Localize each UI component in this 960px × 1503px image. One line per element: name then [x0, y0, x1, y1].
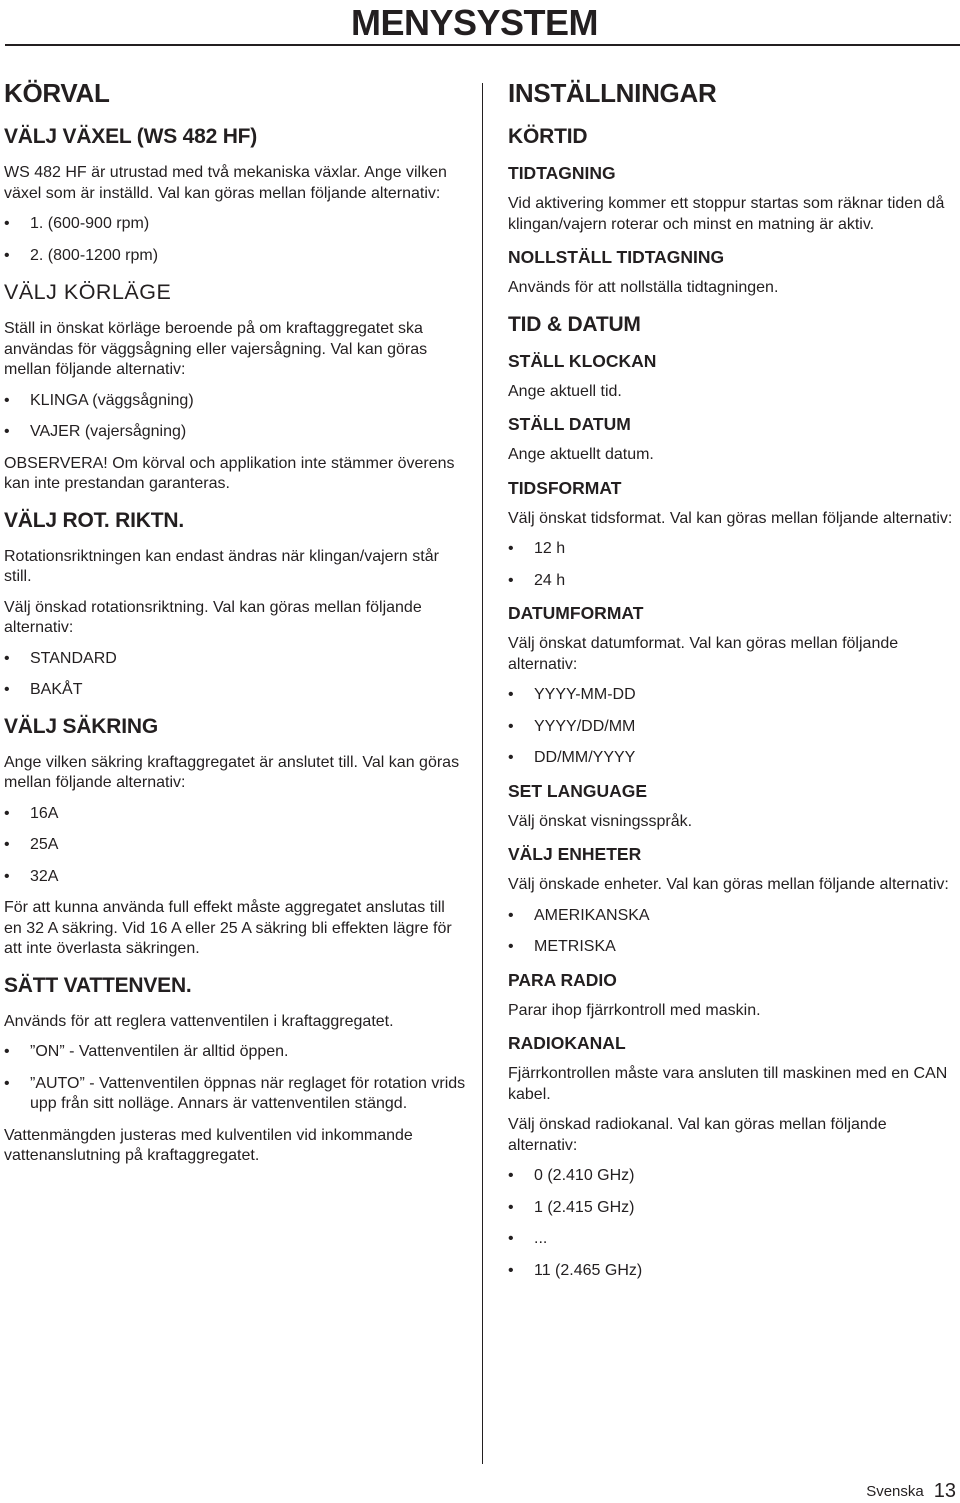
- list-item: • 16A: [4, 804, 466, 825]
- subsection-heading: PARA RADIO: [508, 969, 617, 990]
- list-item: • YYYY-MM-DD: [508, 685, 960, 706]
- paragraph: Ange aktuell tid.: [508, 382, 622, 400]
- right-column-title: INSTÄLLNINGAR: [508, 78, 717, 108]
- paragraph: WS 482 HF är utrustad med två mekaniska växlar. Ange vilken växel som är inställd. Val kan göras mellan följande alternativ:: [4, 164, 447, 202]
- paragraph: Parar ihop fjärrkontroll med maskin.: [508, 1001, 761, 1019]
- section-heading: KÖRTID: [508, 125, 588, 148]
- subsection-heading: TIDTAGNING: [508, 163, 616, 183]
- paragraph: OBSERVERA! Om körval och applikation inte stämmer överens kan inte prestandan garanteras.: [4, 454, 455, 492]
- paragraph: Ange aktuellt datum.: [508, 446, 654, 463]
- subsection-heading: NOLLSTÄLL TIDTAGNING: [508, 247, 725, 267]
- page-footer: [866, 1480, 956, 1503]
- list-item: • METRISKA: [508, 937, 960, 958]
- paragraph: Används för att reglera vattenventilen i kraftaggregatet.: [4, 1012, 394, 1030]
- section-heading: VÄLJ SÄKRING: [4, 714, 158, 738]
- paragraph: Välj önskat visningsspråk.: [508, 812, 693, 830]
- page-header-title: MENYSYSTEM: [350, 2, 598, 43]
- column-divider: [482, 83, 483, 1464]
- bullet-list: [4, 804, 466, 888]
- paragraph: Rotationsriktningen kan endast ändras när klingan/vajern står still.: [4, 547, 439, 585]
- list-item: • KLINGA (väggsågning): [4, 391, 466, 412]
- footer-language: Svenska: [866, 1483, 924, 1500]
- list-item: • STANDARD: [4, 649, 466, 670]
- paragraph: Vid aktivering kommer ett stoppur startas som räknar tiden då klingan/vajern roterar och minst en matning är aktiv.: [508, 195, 945, 233]
- paragraph: Välj önskat tidsformat. Val kan göras mellan följande alternativ:: [508, 509, 953, 527]
- list-item: • 12 h: [508, 539, 960, 560]
- subsection-heading: DATUMFORMAT: [508, 603, 644, 623]
- list-item: • 11 (2.465 GHz): [508, 1261, 960, 1282]
- left-column: [4, 70, 466, 1177]
- list-item: • 32A: [4, 867, 466, 888]
- list-item: • DD/MM/YYYY: [508, 748, 960, 769]
- list-item: • ”AUTO” - Vattenventilen öppnas när reglaget för rotation vrids upp från sitt nolläge. Annars är vattenventilen stängd.: [4, 1074, 466, 1115]
- paragraph: Används för att nollställa tidtagningen.: [508, 279, 779, 296]
- list-item: • ...: [508, 1229, 960, 1250]
- paragraph: Välj önskad radiokanal. Val kan göras mellan följande alternativ:: [508, 1116, 887, 1154]
- subsection-heading: STÄLL DATUM: [508, 414, 631, 434]
- section-heading: VÄLJ ROT. RIKTN.: [4, 508, 184, 532]
- list-item: • YYYY/DD/MM: [508, 717, 960, 738]
- bullet-list: [4, 391, 466, 443]
- left-column-title: KÖRVAL: [4, 78, 110, 108]
- list-item: • 24 h: [508, 571, 960, 592]
- list-item: • VAJER (vajersågning): [4, 422, 466, 443]
- section-heading: VÄLJ VÄXEL (WS 482 HF): [4, 125, 258, 148]
- list-item: • 25A: [4, 835, 466, 856]
- list-item: • 1 (2.415 GHz): [508, 1198, 960, 1219]
- bullet-list: [4, 214, 466, 266]
- section-heading: VÄLJ KÖRLÄGE: [4, 280, 172, 304]
- paragraph: För att kunna använda full effekt måste aggregatet anslutas till en 32 A säkring. Vid 16 A eller 25 A säkring bli effekten lägre för att inte överlasta säkringen.: [4, 899, 452, 957]
- section-heading: SÄTT VATTENVEN.: [4, 973, 192, 997]
- list-item: • BAKÅT: [4, 680, 466, 701]
- list-item: • AMERIKANSKA: [508, 906, 960, 927]
- subsection-heading: STÄLL KLOCKAN: [508, 350, 657, 371]
- header-rule: [5, 44, 960, 46]
- bullet-list: [508, 906, 960, 958]
- right-column: [508, 70, 960, 1292]
- bullet-list: [508, 1166, 960, 1281]
- subsection-heading: VÄLJ ENHETER: [508, 844, 642, 864]
- paragraph: Vattenmängden justeras med kulventilen vid inkommande vattenanslutning på kraftaggregatet.: [4, 1126, 413, 1164]
- paragraph: Fjärrkontrollen måste vara ansluten till maskinen med en CAN kabel.: [508, 1065, 948, 1103]
- paragraph: Välj önskad rotationsriktning. Val kan göras mellan följande alternativ:: [4, 598, 422, 636]
- list-item: • 2. (800-1200 rpm): [4, 246, 466, 267]
- list-item: • 1. (600-900 rpm): [4, 214, 466, 235]
- footer-page-number: 13: [933, 1480, 956, 1502]
- bullet-list: [4, 649, 466, 701]
- subsection-heading: RADIOKANAL: [508, 1033, 626, 1053]
- section-heading: TID & DATUM: [508, 312, 641, 336]
- paragraph: Välj önskade enheter. Val kan göras mellan följande alternativ:: [508, 876, 949, 893]
- list-item: • 0 (2.410 GHz): [508, 1166, 960, 1187]
- subsection-heading: TIDSFORMAT: [508, 477, 622, 498]
- bullet-list: [508, 685, 960, 769]
- bullet-list: [4, 1042, 466, 1115]
- subsection-heading: SET LANGUAGE: [508, 780, 648, 801]
- paragraph: Ange vilken säkring kraftaggregatet är anslutet till. Val kan göras mellan följande alternativ:: [4, 753, 460, 791]
- bullet-list: [508, 539, 960, 591]
- paragraph: Välj önskat datumformat. Val kan göras mellan följande alternativ:: [508, 635, 899, 673]
- list-item: • ”ON” - Vattenventilen är alltid öppen.: [4, 1042, 466, 1063]
- paragraph: Ställ in önskat körläge beroende på om kraftaggregatet ska användas för väggsågning eller vajersågning. Val kan göras mellan följande alternativ:: [4, 320, 428, 378]
